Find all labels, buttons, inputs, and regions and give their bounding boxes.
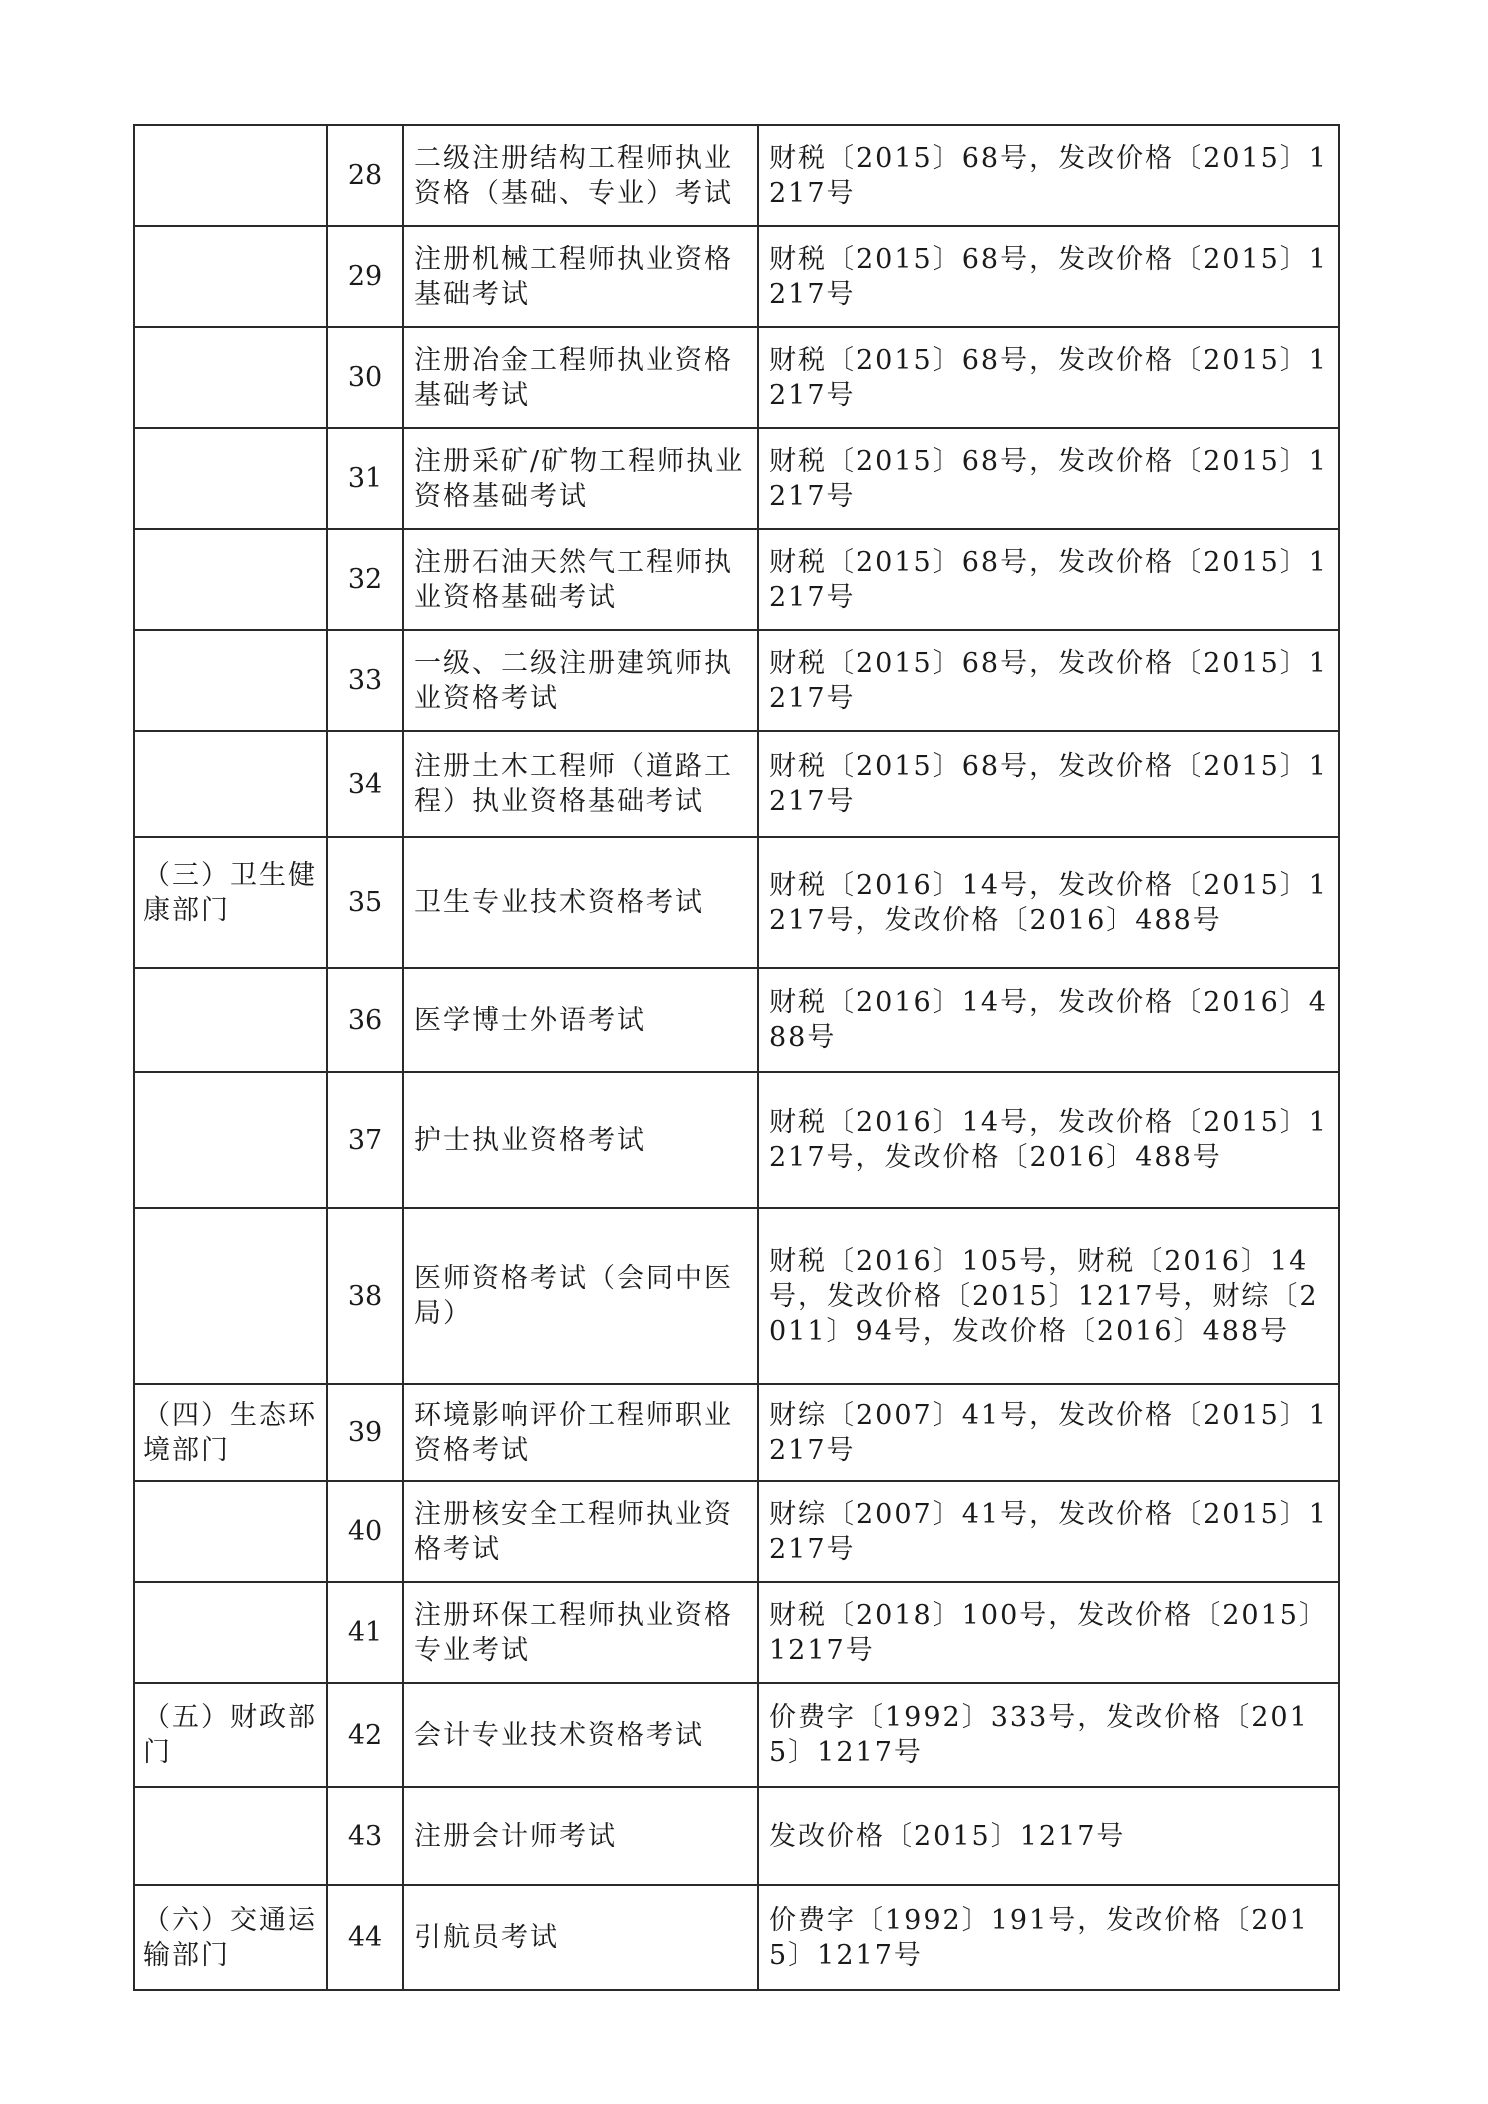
row-number: 42 [327,1683,403,1787]
table-row [134,837,1339,968]
fee-basis: 发改价格〔2015〕1217号 [758,1787,1339,1885]
department-cell: （五）财政部门 [134,1683,327,1787]
row-number: 31 [327,428,403,529]
row-number: 39 [327,1384,403,1481]
table-row [134,529,1339,630]
table-row [134,1683,1339,1787]
table-row [134,1481,1339,1582]
exam-name: 注册环保工程师执业资格专业考试 [403,1582,758,1683]
fee-basis: 财税〔2016〕14号，发改价格〔2015〕1217号，发改价格〔2016〕488号 [758,1072,1339,1208]
exam-name: 卫生专业技术资格考试 [403,837,758,968]
exam-name: 注册会计师考试 [403,1787,758,1885]
fee-basis: 价费字〔1992〕333号，发改价格〔2015〕1217号 [758,1683,1339,1787]
row-number: 32 [327,529,403,630]
exam-name: 注册石油天然气工程师执业资格基础考试 [403,529,758,630]
table-row [134,630,1339,731]
row-number: 40 [327,1481,403,1582]
department-cell [134,1582,327,1683]
table-row [134,125,1339,226]
fee-basis-table [133,124,1340,1991]
department-cell [134,428,327,529]
fee-basis: 财税〔2015〕68号，发改价格〔2015〕1217号 [758,630,1339,731]
exam-name: 护士执业资格考试 [403,1072,758,1208]
row-number: 33 [327,630,403,731]
department-cell [134,1208,327,1384]
department-cell [134,125,327,226]
fee-basis: 财综〔2007〕41号，发改价格〔2015〕1217号 [758,1481,1339,1582]
fee-basis: 财税〔2015〕68号，发改价格〔2015〕1217号 [758,327,1339,428]
fee-basis: 财税〔2016〕14号，发改价格〔2016〕488号 [758,968,1339,1072]
department-cell [134,968,327,1072]
department-cell [134,226,327,327]
exam-name: 注册土木工程师（道路工程）执业资格基础考试 [403,731,758,837]
department-cell [134,1481,327,1582]
table-row [134,1208,1339,1384]
exam-name: 环境影响评价工程师职业资格考试 [403,1384,758,1481]
row-number: 29 [327,226,403,327]
department-cell [134,1787,327,1885]
table-row [134,731,1339,837]
fee-basis: 财税〔2015〕68号，发改价格〔2015〕1217号 [758,529,1339,630]
row-number: 36 [327,968,403,1072]
exam-name: 注册冶金工程师执业资格基础考试 [403,327,758,428]
exam-name: 注册机械工程师执业资格基础考试 [403,226,758,327]
department-cell [134,630,327,731]
department-cell: （三）卫生健康部门 [134,837,327,968]
exam-name: 注册核安全工程师执业资格考试 [403,1481,758,1582]
fee-basis: 财税〔2015〕68号，发改价格〔2015〕1217号 [758,731,1339,837]
exam-name: 医师资格考试（会同中医局） [403,1208,758,1384]
row-number: 30 [327,327,403,428]
table-row [134,1072,1339,1208]
table-row [134,428,1339,529]
fee-basis: 财税〔2016〕105号，财税〔2016〕14号，发改价格〔2015〕1217号，财综〔2011〕94号，发改价格〔2016〕488号 [758,1208,1339,1384]
exam-name: 二级注册结构工程师执业资格（基础、专业）考试 [403,125,758,226]
row-number: 28 [327,125,403,226]
table-row [134,226,1339,327]
fee-basis: 财税〔2015〕68号，发改价格〔2015〕1217号 [758,428,1339,529]
department-cell: （六）交通运输部门 [134,1885,327,1990]
department-cell [134,1072,327,1208]
row-number: 34 [327,731,403,837]
row-number: 37 [327,1072,403,1208]
exam-name: 一级、二级注册建筑师执业资格考试 [403,630,758,731]
table-row [134,1885,1339,1990]
table-row [134,1787,1339,1885]
department-cell [134,529,327,630]
row-number: 35 [327,837,403,968]
fee-basis: 财税〔2015〕68号，发改价格〔2015〕1217号 [758,125,1339,226]
exam-name: 会计专业技术资格考试 [403,1683,758,1787]
table-row [134,968,1339,1072]
exam-name: 引航员考试 [403,1885,758,1990]
department-cell: （四）生态环境部门 [134,1384,327,1481]
exam-name: 注册采矿/矿物工程师执业资格基础考试 [403,428,758,529]
exam-name: 医学博士外语考试 [403,968,758,1072]
row-number: 38 [327,1208,403,1384]
table-row [134,1582,1339,1683]
department-cell [134,731,327,837]
fee-basis: 财税〔2016〕14号，发改价格〔2015〕1217号，发改价格〔2016〕488号 [758,837,1339,968]
row-number: 43 [327,1787,403,1885]
fee-basis: 财综〔2007〕41号，发改价格〔2015〕1217号 [758,1384,1339,1481]
table-row [134,1384,1339,1481]
department-cell [134,327,327,428]
row-number: 41 [327,1582,403,1683]
fee-basis: 价费字〔1992〕191号，发改价格〔2015〕1217号 [758,1885,1339,1990]
fee-basis: 财税〔2015〕68号，发改价格〔2015〕1217号 [758,226,1339,327]
row-number: 44 [327,1885,403,1990]
table-row [134,327,1339,428]
fee-basis: 财税〔2018〕100号，发改价格〔2015〕1217号 [758,1582,1339,1683]
